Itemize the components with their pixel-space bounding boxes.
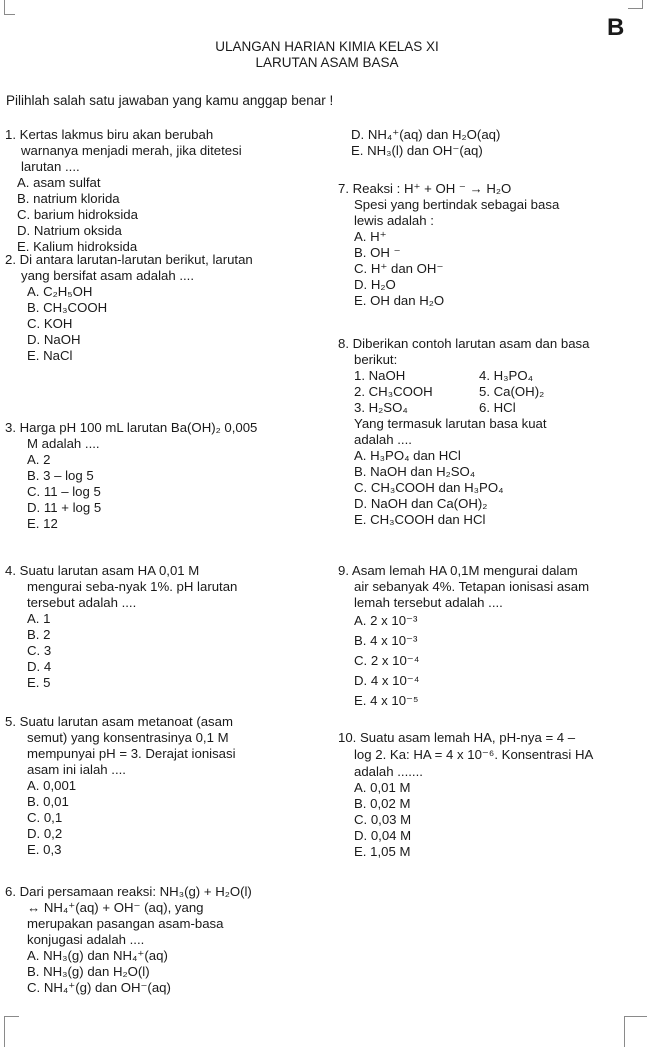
option-3d[interactable]: D. 11 + log 5	[27, 500, 102, 515]
option-5b[interactable]: B. 0,01	[27, 794, 69, 809]
option-1c[interactable]: C. barium hidroksida	[17, 207, 138, 222]
question-2	[5, 252, 253, 364]
question-9	[338, 563, 589, 711]
question-10-line: adalah .......	[354, 764, 423, 779]
option-4b[interactable]: B. 2	[27, 627, 51, 642]
option-5a[interactable]: A. 0,001	[27, 778, 77, 793]
question-7	[338, 181, 650, 309]
option-1e-alt[interactable]: E. NH₃(l) dan OH⁻(aq)	[351, 143, 483, 158]
option-2d[interactable]: D. NaOH	[27, 332, 81, 347]
question-6	[5, 884, 252, 996]
option-8e[interactable]: E. CH₃COOH dan HCl	[354, 512, 486, 527]
question-10-line: 10. Suatu asam lemah HA, pH-nya = 4 –	[338, 730, 576, 745]
question-8-line: 8. Diberikan contoh larutan asam dan basa	[338, 336, 590, 351]
question-1-line: warnanya menjadi merah, jika ditetesi	[21, 143, 242, 158]
option-10d[interactable]: D. 0,04 M	[354, 828, 412, 843]
option-3c[interactable]: C. 11 – log 5	[27, 484, 101, 499]
option-3a[interactable]: A. 2	[27, 452, 51, 467]
question-3-line: M adalah ....	[27, 436, 100, 451]
question-1-continued	[338, 127, 500, 159]
list-item: 1. NaOH	[354, 368, 406, 383]
question-8-list-row	[338, 400, 589, 416]
question-3	[5, 420, 257, 532]
question-6-line: 6. Dari persamaan reaksi: NH₃(g) + H₂O(l)	[5, 884, 252, 899]
option-9a[interactable]: A. 2 x 10⁻³	[354, 613, 418, 628]
list-item: 2. CH₃COOH	[354, 384, 433, 399]
option-5c[interactable]: C. 0,1	[27, 810, 63, 825]
option-7b[interactable]: B. OH ⁻	[354, 245, 401, 260]
question-4	[5, 563, 237, 691]
question-9-line: lemah tersebut adalah ....	[354, 595, 503, 610]
question-4-line: 4. Suatu larutan asam HA 0,01 M	[5, 563, 200, 578]
option-7d[interactable]: D. H₂O	[354, 277, 396, 292]
option-10c[interactable]: C. 0,03 M	[354, 812, 412, 827]
option-2e[interactable]: E. NaCl	[27, 348, 73, 363]
crop-mark-bottom-left	[4, 1016, 19, 1047]
page-letter: B	[607, 14, 625, 41]
question-10-line: log 2. Ka: HA = 4 x 10⁻⁶. Konsentrasi HA	[354, 747, 594, 762]
question-7-line: lewis adalah :	[354, 213, 434, 228]
question-10	[338, 730, 593, 860]
option-8a[interactable]: A. H₃PO₄ dan HCl	[354, 448, 461, 463]
question-9-line: 9. Asam lemah HA 0,1M mengurai dalam	[338, 563, 578, 578]
option-5e[interactable]: E. 0,3	[27, 842, 62, 857]
question-5	[5, 714, 236, 858]
option-10e[interactable]: E. 1,05 M	[354, 844, 411, 859]
question-8	[338, 336, 589, 528]
question-3-line: 3. Harga pH 100 mL larutan Ba(OH)₂ 0,005	[5, 420, 258, 435]
option-6a[interactable]: A. NH₃(g) dan NH₄⁺(aq)	[27, 948, 168, 963]
option-2a[interactable]: A. C₂H₅OH	[27, 284, 93, 299]
question-4-line: mengurai seba-nyak 1%. pH larutan	[27, 579, 238, 594]
question-1	[5, 127, 290, 255]
option-1d[interactable]: D. Natrium oksida	[17, 223, 122, 238]
option-7a[interactable]: A. H⁺	[354, 229, 387, 244]
question-8-stem: adalah ....	[354, 432, 412, 447]
option-1d-alt[interactable]: D. NH₄⁺(aq) dan H₂O(aq)	[351, 127, 501, 142]
question-7-line: Spesi yang bertindak sebagai basa	[354, 197, 560, 212]
question-2-line: 2. Di antara larutan-larutan berikut, larutan	[5, 252, 253, 267]
option-5d[interactable]: D. 0,2	[27, 826, 63, 841]
list-item: 6. HCl	[479, 400, 516, 415]
question-5-line: mempunyai pH = 3. Derajat ionisasi	[27, 746, 236, 761]
option-7e[interactable]: E. OH dan H₂O	[354, 293, 445, 308]
option-7c[interactable]: C. H⁺ dan OH⁻	[354, 261, 444, 276]
question-8-line: berikut:	[354, 352, 398, 367]
question-5-line: asam ini ialah ....	[27, 762, 126, 777]
option-4e[interactable]: E. 5	[27, 675, 51, 690]
option-8b[interactable]: B. NaOH dan H₂SO₄	[354, 464, 476, 479]
question-1-line: larutan ....	[21, 159, 80, 174]
question-5-line: semut) yang konsentrasinya 0,1 M	[27, 730, 229, 745]
question-8-stem: Yang termasuk larutan basa kuat	[354, 416, 547, 431]
option-4a[interactable]: A. 1	[27, 611, 51, 626]
question-6-line: konjugasi adalah ....	[27, 932, 145, 947]
option-3b[interactable]: B. 3 – log 5	[27, 468, 94, 483]
crop-mark-bottom-right	[624, 1016, 647, 1047]
option-10b[interactable]: B. 0,02 M	[354, 796, 411, 811]
question-8-list-row	[338, 368, 589, 384]
option-6c[interactable]: C. NH₄⁺(g) dan OH⁻(aq)	[27, 980, 171, 995]
option-3e[interactable]: E. 12	[27, 516, 58, 531]
option-4c[interactable]: C. 3	[27, 643, 52, 658]
question-4-line: tersebut adalah ....	[27, 595, 137, 610]
question-6-line: ↔ NH₄⁺(aq) + OH⁻ (aq), yang	[27, 900, 204, 915]
instruction: Pilihlah salah satu jawaban yang kamu anggap benar !	[6, 93, 334, 108]
option-6b[interactable]: B. NH₃(g) dan H₂O(l)	[27, 964, 150, 979]
question-6-line: merupakan pasangan asam-basa	[27, 916, 224, 931]
question-5-line: 5. Suatu larutan asam metanoat (asam	[5, 714, 233, 729]
option-8d[interactable]: D. NaOH dan Ca(OH)₂	[354, 496, 488, 511]
question-8-list-row	[338, 384, 589, 400]
question-1-line: 1. Kertas lakmus biru akan berubah	[5, 127, 214, 142]
question-7-line: 7. Reaksi : H⁺ + OH ⁻ → H₂O	[338, 181, 512, 196]
option-1b[interactable]: B. natrium klorida	[17, 191, 120, 206]
option-10a[interactable]: A. 0,01 M	[354, 780, 411, 795]
question-2-line: yang bersifat asam adalah ....	[21, 268, 195, 283]
option-9c[interactable]: C. 2 x 10⁻⁴	[354, 653, 420, 668]
option-2b[interactable]: B. CH₃COOH	[27, 300, 108, 315]
list-item: 5. Ca(OH)₂	[479, 384, 545, 399]
page-title: ULANGAN HARIAN KIMIA KELAS XI	[215, 39, 439, 54]
option-9b[interactable]: B. 4 x 10⁻³	[354, 633, 418, 648]
list-item: 3. H₂SO₄	[354, 400, 408, 415]
option-2c[interactable]: C. KOH	[27, 316, 73, 331]
option-9d[interactable]: D. 4 x 10⁻⁴	[354, 673, 420, 688]
question-9-line: air sebanyak 4%. Tetapan ionisasi asam	[354, 579, 590, 594]
option-9e[interactable]: E. 4 x 10⁻⁵	[354, 693, 419, 708]
option-8c[interactable]: C. CH₃COOH dan H₃PO₄	[354, 480, 504, 495]
option-1a[interactable]: A. asam sulfat	[17, 175, 101, 190]
crop-mark-top-right	[628, 0, 643, 9]
option-1e[interactable]: E. Kalium hidroksida	[17, 239, 138, 254]
option-4d[interactable]: D. 4	[27, 659, 52, 674]
crop-mark-top-left	[4, 0, 15, 15]
page-subtitle: LARUTAN ASAM BASA	[255, 55, 399, 70]
list-item: 4. H₃PO₄	[479, 368, 533, 383]
